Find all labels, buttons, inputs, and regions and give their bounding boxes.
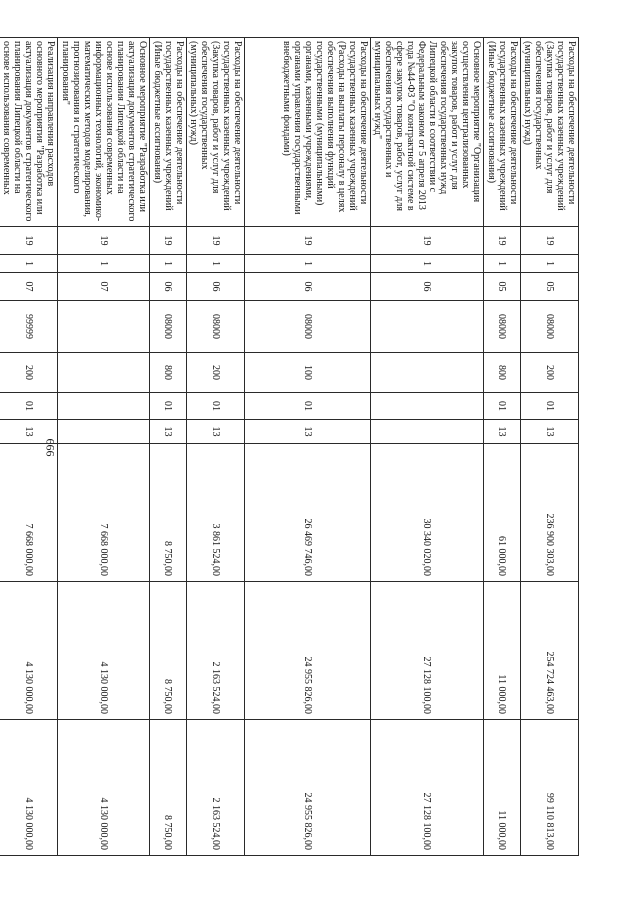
code-cell: 1 [521,255,579,273]
code-cell: 07 [0,273,58,301]
amount-cell: 99 110 813,00 [521,720,579,856]
code-cell: 1 [484,255,521,273]
code-cell: 01 [484,393,521,420]
amount-cell: 4 130 000,00 [0,720,58,856]
amount-cell: 27 128 100,00 [371,720,484,856]
row-description: Основное мероприятие "Организация осуществления централизованных закупок товаров, работ и услуг для обеспечения государственных нужд Липецкой области в соответствии с Федеральным законом от 5 апреля 2013 года №44-ФЗ "О контрактной системе в сфере закупок товаров, работ, услуг для обеспечения государственных и муниципальных нужд" [371,38,484,227]
code-cell: 800 [484,353,521,393]
table-row [484,38,521,856]
code-cell: 19 [58,227,150,255]
table-row [245,38,371,856]
amount-cell: 4 130 000,00 [58,582,150,720]
amount-cell: 4 130 000,00 [58,720,150,856]
amount-cell: 8 750,00 [150,720,187,856]
code-cell: 1 [58,255,150,273]
code-cell: 01 [0,393,58,420]
amount-cell: 11 000,00 [484,720,521,856]
code-cell: 01 [187,393,245,420]
code-cell: 05 [484,273,521,301]
table-row [150,38,187,856]
amount-cell: 11 000,00 [484,582,521,720]
table-row [521,38,579,856]
row-description: Основное мероприятие "Разработка или актуализация документов стратегического планирования Липецкой области на основе использования современных информационных технологий, экономико-математических методов моделирования, прогнозирования и стратегического планирования" [58,38,150,227]
code-cell: 08000 [245,301,371,353]
code-cell: 100 [245,353,371,393]
code-cell: 13 [484,420,521,444]
budget-table [0,37,579,856]
code-cell: 19 [245,227,371,255]
row-description: Расходы на обеспечение деятельности государственных казенных учреждений (Закупка товаров, работ и услуг для обеспечения государственных (муниципальных) нужд) [187,38,245,227]
code-cell [58,393,150,420]
table-body [0,38,579,856]
code-cell: 08000 [521,301,579,353]
amount-cell: 8 750,00 [150,444,187,582]
code-cell: 01 [245,393,371,420]
code-cell: 19 [371,227,484,255]
table-row [187,38,245,856]
amount-cell: 27 128 100,00 [371,582,484,720]
row-description: Реализация направления расходов основного мероприятия "Разработка или актуализация документов стратегического планирования Липецкой области на основе использования современных [0,38,58,227]
code-cell: 19 [521,227,579,255]
row-description: Расходы на обеспечение деятельности государственных казенных учреждений (Расходы на выплаты персоналу в целях обеспечения выполнения функций государственными (муниципальными) органами, казенными учреждениями, органами управления государственными внебюджетными фондами) [245,38,371,227]
code-cell [371,420,484,444]
code-cell: 07 [58,273,150,301]
amount-cell: 7 668 000,00 [58,444,150,582]
code-cell [371,393,484,420]
code-cell: 06 [150,273,187,301]
amount-cell: 4 130 000,00 [0,582,58,720]
code-cell: 800 [150,353,187,393]
row-description: Расходы на обеспечение деятельности государственных казенных учреждений (Иные бюджетные ассигнования) [484,38,521,227]
table-row [58,38,150,856]
table-row [0,38,58,856]
code-cell: 19 [0,227,58,255]
code-cell: 200 [521,353,579,393]
amount-cell: 61 000,00 [484,444,521,582]
code-cell: 08000 [484,301,521,353]
code-cell: 01 [150,393,187,420]
code-cell [58,301,150,353]
amount-cell: 3 861 524,00 [187,444,245,582]
code-cell: 200 [187,353,245,393]
amount-cell: 2 163 524,00 [187,720,245,856]
code-cell [371,301,484,353]
amount-cell: 8 750,00 [150,582,187,720]
code-cell: 19 [150,227,187,255]
amount-cell: 26 469 746,00 [245,444,371,582]
code-cell: 13 [0,420,58,444]
code-cell: 05 [521,273,579,301]
amount-cell: 24 955 826,00 [245,582,371,720]
code-cell [58,420,150,444]
code-cell: 13 [187,420,245,444]
amount-cell: 30 340 020,00 [371,444,484,582]
code-cell: 200 [0,353,58,393]
code-cell: 13 [245,420,371,444]
code-cell: 99999 [0,301,58,353]
amount-cell: 24 955 826,00 [245,720,371,856]
code-cell: 06 [371,273,484,301]
table-row [371,38,484,856]
amount-cell: 254 724 463,00 [521,582,579,720]
code-cell [371,353,484,393]
row-description: Расходы на обеспечение деятельности государственных казенных учреждений (Закупка товаров, работ и услуг для обеспечения государственных (муниципальных) нужд) [521,38,579,227]
code-cell: 1 [0,255,58,273]
code-cell: 08000 [187,301,245,353]
page-number: 666 [43,438,58,457]
amount-cell: 7 668 000,00 [0,444,58,582]
code-cell: 1 [150,255,187,273]
code-cell: 13 [521,420,579,444]
code-cell: 1 [371,255,484,273]
amount-cell: 236 900 303,00 [521,444,579,582]
code-cell: 06 [245,273,371,301]
code-cell: 13 [150,420,187,444]
amount-cell: 2 163 524,00 [187,582,245,720]
code-cell: 19 [187,227,245,255]
code-cell [58,353,150,393]
code-cell: 06 [187,273,245,301]
code-cell: 19 [484,227,521,255]
code-cell: 1 [187,255,245,273]
code-cell: 1 [245,255,371,273]
code-cell: 01 [521,393,579,420]
row-description: Расходы на обеспечение деятельности государственных казенных учреждений (Иные бюджетные ассигнования) [150,38,187,227]
code-cell: 08000 [150,301,187,353]
